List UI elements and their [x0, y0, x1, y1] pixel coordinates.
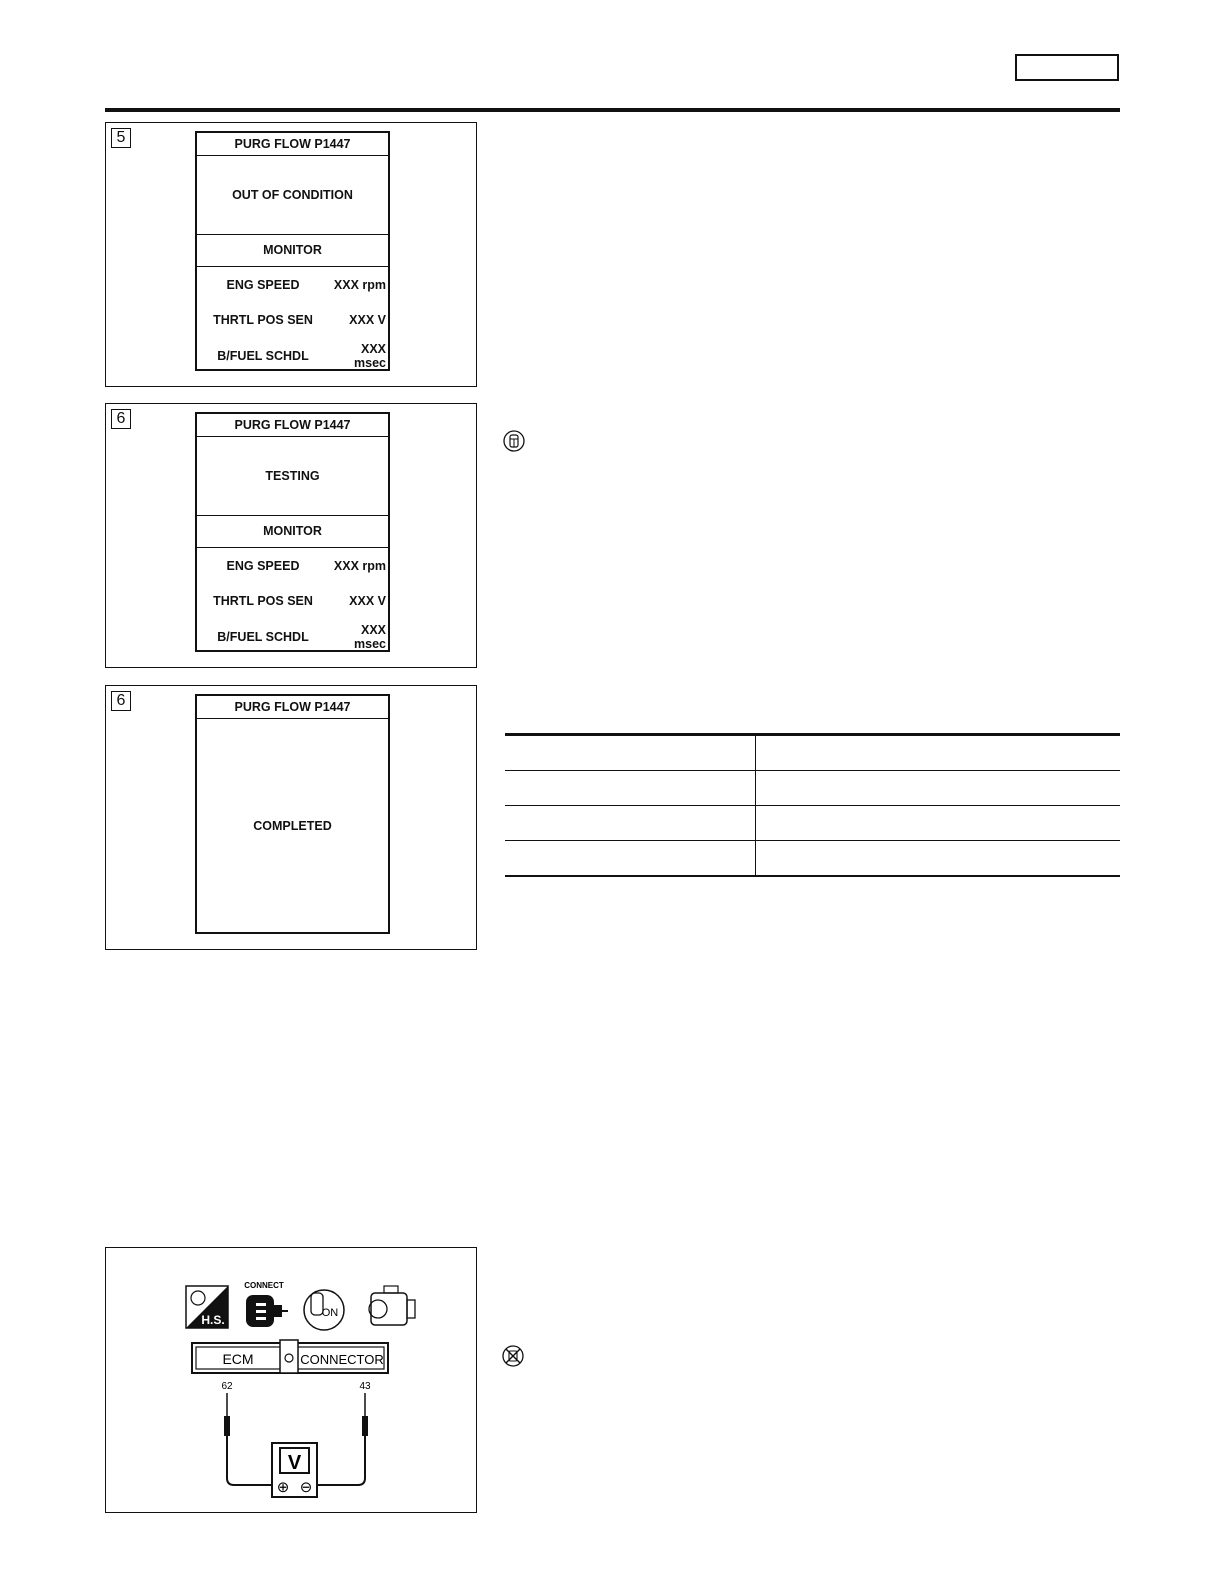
table-cell: [756, 771, 1121, 806]
voltmeter-label: V: [287, 1452, 302, 1474]
no-tools-icon: [502, 1345, 524, 1367]
row-label: THRTL POS SEN: [213, 313, 313, 328]
page-tag-box: [1015, 54, 1119, 81]
status-text: TESTING: [265, 469, 320, 483]
table-row: [505, 771, 1120, 806]
plus-terminal: ⊕: [276, 1479, 290, 1496]
monitor-label: MONITOR: [197, 516, 388, 548]
step-number: 6: [111, 691, 131, 711]
hs-label: H.S.: [201, 1313, 225, 1327]
table-cell: [505, 806, 756, 841]
consult-screen: [195, 412, 390, 652]
engine-icon: [369, 1286, 415, 1325]
row-value: XXX V: [349, 313, 386, 328]
connector-plug-icon: [244, 1281, 288, 1327]
row-value: XXX msec: [354, 622, 386, 651]
screen-status: [197, 437, 388, 516]
row-label: B/FUEL SCHDL: [217, 348, 309, 363]
voltmeter: [272, 1443, 317, 1497]
ecm-connector: [192, 1340, 388, 1373]
screen-header: PURG FLOW P1447: [197, 133, 388, 156]
probe-right: [314, 1393, 368, 1485]
table-cell: [505, 771, 756, 806]
circuit-panel: [105, 1247, 477, 1513]
table-row: [505, 841, 1120, 877]
table-cell: [756, 806, 1121, 841]
row-label: ENG SPEED: [226, 277, 300, 292]
ignition-on-label: ON: [321, 1307, 339, 1319]
fuel-gauge-icon: [503, 430, 525, 452]
step-number: 6: [111, 409, 131, 429]
row-value: XXX msec: [354, 341, 386, 370]
connect-label: CONNECT: [244, 1281, 284, 1290]
terminal-43-label: 43: [359, 1381, 371, 1392]
circuit-diagram: [106, 1248, 476, 1512]
monitor-row: [197, 267, 388, 303]
terminal-62-label: 62: [221, 1381, 233, 1392]
monitor-row: [197, 619, 388, 655]
screen-status: [197, 719, 388, 933]
table-row: [505, 806, 1120, 841]
table-cell: [505, 735, 756, 771]
row-value: XXX rpm: [333, 558, 386, 573]
monitor-row: [197, 338, 388, 374]
minus-terminal: ⊖: [299, 1479, 313, 1496]
figure-panel-step5: [105, 122, 477, 387]
table-cell: [756, 841, 1121, 877]
row-value: XXX rpm: [333, 277, 386, 292]
data-table: [505, 733, 1120, 877]
monitor-row: [197, 584, 388, 620]
header-rule: [105, 108, 1120, 112]
row-label: B/FUEL SCHDL: [217, 629, 309, 644]
screen-header: PURG FLOW P1447: [197, 696, 388, 719]
ignition-key-icon: [304, 1290, 344, 1330]
monitor-row: [197, 548, 388, 584]
monitor-row: [197, 303, 388, 339]
table-row: [505, 735, 1120, 771]
consult-screen: [195, 131, 390, 371]
row-label: ENG SPEED: [226, 558, 300, 573]
row-value: XXX V: [349, 594, 386, 609]
status-text: COMPLETED: [253, 819, 332, 833]
consult-screen: [195, 694, 390, 934]
ecm-label: ECM: [222, 1351, 254, 1367]
step-number: 5: [111, 128, 131, 148]
monitor-label: MONITOR: [197, 235, 388, 267]
status-text: OUT OF CONDITION: [232, 188, 353, 202]
screen-status: [197, 156, 388, 235]
connector-label: CONNECTOR: [300, 1352, 384, 1367]
table-cell: [756, 735, 1121, 771]
figure-panel-step6-completed: [105, 685, 477, 950]
screen-header: PURG FLOW P1447: [197, 414, 388, 437]
table-cell: [505, 841, 756, 877]
hot-start-icon: [186, 1286, 228, 1328]
row-label: THRTL POS SEN: [213, 594, 313, 609]
probe-left: [224, 1393, 278, 1485]
figure-panel-step6-testing: [105, 403, 477, 668]
